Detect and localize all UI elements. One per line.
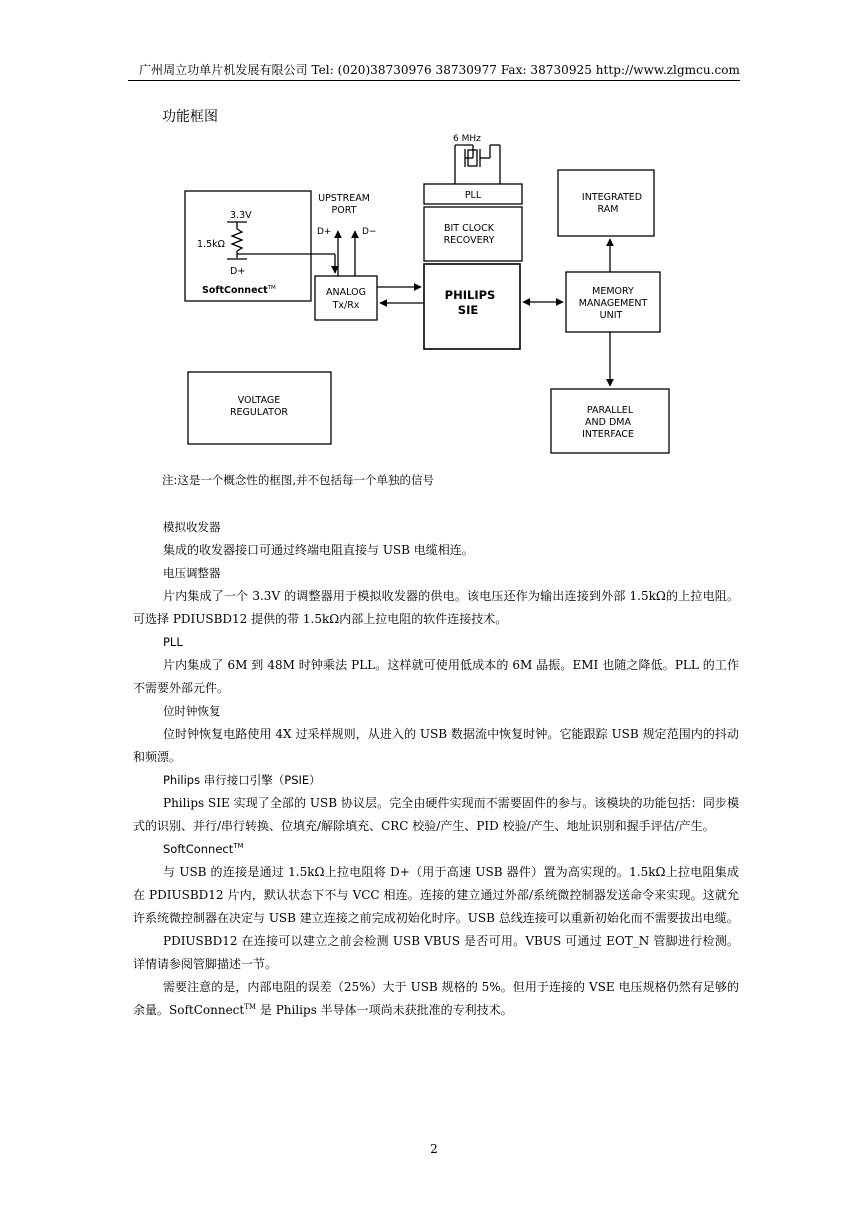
upstream-label: UPSTREAM <box>318 193 370 204</box>
softconnect-d-plus-label: D+ <box>230 266 246 277</box>
softconnect-tm: TM <box>267 285 276 291</box>
functional-block-diagram <box>180 130 680 460</box>
heading-bit-clock-recovery: 位时钟恢复 <box>163 704 221 718</box>
section-title: 功能框图 <box>162 109 218 125</box>
page-header: 广州周立功单片机发展有限公司 Tel: (020)38730976 38730977 Fax: 38730925 http://www.zlgmcu.com <box>138 63 740 77</box>
mmu-label-3: UNIT <box>599 310 623 321</box>
paragraph-pll: 片内集成了 6M 到 48M 时钟乘法 PLL。这样就可使用低成本的 6M 晶振。EMI 也随之降低。PLL 的工作不需要外部元件。 <box>133 658 739 695</box>
integrated-ram-label-2: RAM <box>597 204 619 215</box>
diagram-note: 注:这是一个概念性的框图,并不包括每一个单独的信号 <box>162 473 435 487</box>
crystal-label: 6 MHz <box>453 134 481 144</box>
heading-softconnect-tm: TM <box>233 842 244 851</box>
heading-softconnect: SoftConnect™ <box>163 842 244 856</box>
paragraph-softconnect-1: 与 USB 的连接是通过 1.5kΩ上拉电阻将 D+（用于高速 USB 器件）置为高实现的。1.5kΩ上拉电阻集成在 PDIUSBD12 片内，默认状态下不与 VCC 相连。连接的建立通过外部/系统微控制器发送命令来实现。这就允许系统微控制器在决定与 USB 建立连接之前完成初始化时序。USB 总线连接可以重新初始化而不需要拔出电缆。 <box>133 865 739 925</box>
paragraph-analog-transceiver: 集成的收发器接口可通过终端电阻直接与 USB 电缆相连。 <box>163 543 474 557</box>
heading-analog-transceiver: 模拟收发器 <box>163 520 221 534</box>
philips-sie-label-1: PHILIPS <box>444 288 496 302</box>
resistor-label: 1.5kΩ <box>197 239 225 250</box>
bit-clock-label-1: BIT CLOCK <box>443 223 495 234</box>
bit-clock-recovery-block <box>424 207 522 261</box>
analog-label-2: Tx/Rx <box>332 300 360 311</box>
voltage-regulator-label-1: VOLTAGE <box>237 395 281 406</box>
usb-d-plus-label: D+ <box>317 227 332 237</box>
voltage-3v3-label: 3.3V <box>230 210 252 221</box>
parallel-dma-label-2: AND DMA <box>585 417 631 428</box>
header-rule <box>128 80 740 81</box>
usb-d-minus-label: D− <box>362 227 377 237</box>
port-label: PORT <box>331 205 357 216</box>
parallel-dma-label-1: PARALLEL <box>586 405 634 416</box>
paragraph-philips-sie: Philips SIE 实现了全部的 USB 协议层。完全由硬件实现而不需要固件的参与。该模块的功能包括：同步模式的识别、并行/串行转换、位填充/解除填充、CRC 校验/产生、PID 校验/产生、地址识别和握手评估/产生。 <box>133 796 739 833</box>
bit-clock-label-2: RECOVERY <box>443 235 495 246</box>
page-number: 2 <box>430 1142 438 1156</box>
voltage-regulator-label-2: REGULATOR <box>229 407 289 418</box>
integrated-ram-block <box>558 170 654 236</box>
paragraph-softconnect-2: PDIUSBD12 在连接可以建立之前会检测 USB VBUS 是否可用。VBUS 可通过 EOT_N 管脚进行检测。详情请参阅管脚描述一节。 <box>133 934 739 971</box>
pll-label: PLL <box>464 190 482 201</box>
mmu-label-1: MEMORY <box>592 286 634 297</box>
heading-voltage-regulator: 电压调整器 <box>163 566 221 580</box>
analog-label-1: ANALOG <box>326 287 366 298</box>
heading-pll: PLL <box>163 635 183 649</box>
paragraph-softconnect-3: 需要注意的是，内部电阻的误差（25%）大于 USB 规格的 5%。但用于连接的 VSE 电压规格仍然有足够的余量。SoftConnect™ 是 Philips 半导体一项尚未获批准的专利技术。 <box>133 980 739 1017</box>
parallel-dma-label-3: INTERFACE <box>582 429 634 440</box>
analog-txrx-block <box>315 276 377 320</box>
philips-sie-label-2: SIE <box>457 303 479 317</box>
integrated-ram-label-1: INTEGRATED <box>581 192 643 203</box>
softconnect-label: SoftConnect™ <box>202 285 276 296</box>
paragraph-bit-clock-recovery: 位时钟恢复电路使用 4X 过采样规则，从进入的 USB 数据流中恢复时钟。它能跟踪 USB 规定范围内的抖动和频漂。 <box>133 727 739 764</box>
body-text <box>133 516 739 1022</box>
mmu-label-2: MANAGEMENT <box>578 298 648 309</box>
paragraph-voltage-regulator: 片内集成了一个 3.3V 的调整器用于模拟收发器的供电。该电压还作为输出连接到外部 1.5kΩ的上拉电阻。可选择 PDIUSBD12 提供的带 1.5kΩ内部上拉电阻的软件连接技术。 <box>133 589 739 626</box>
paragraph-softconnect-tm: TM <box>244 1003 257 1011</box>
heading-philips-sie: Philips 串行接口引擎（PSIE） <box>163 773 321 787</box>
